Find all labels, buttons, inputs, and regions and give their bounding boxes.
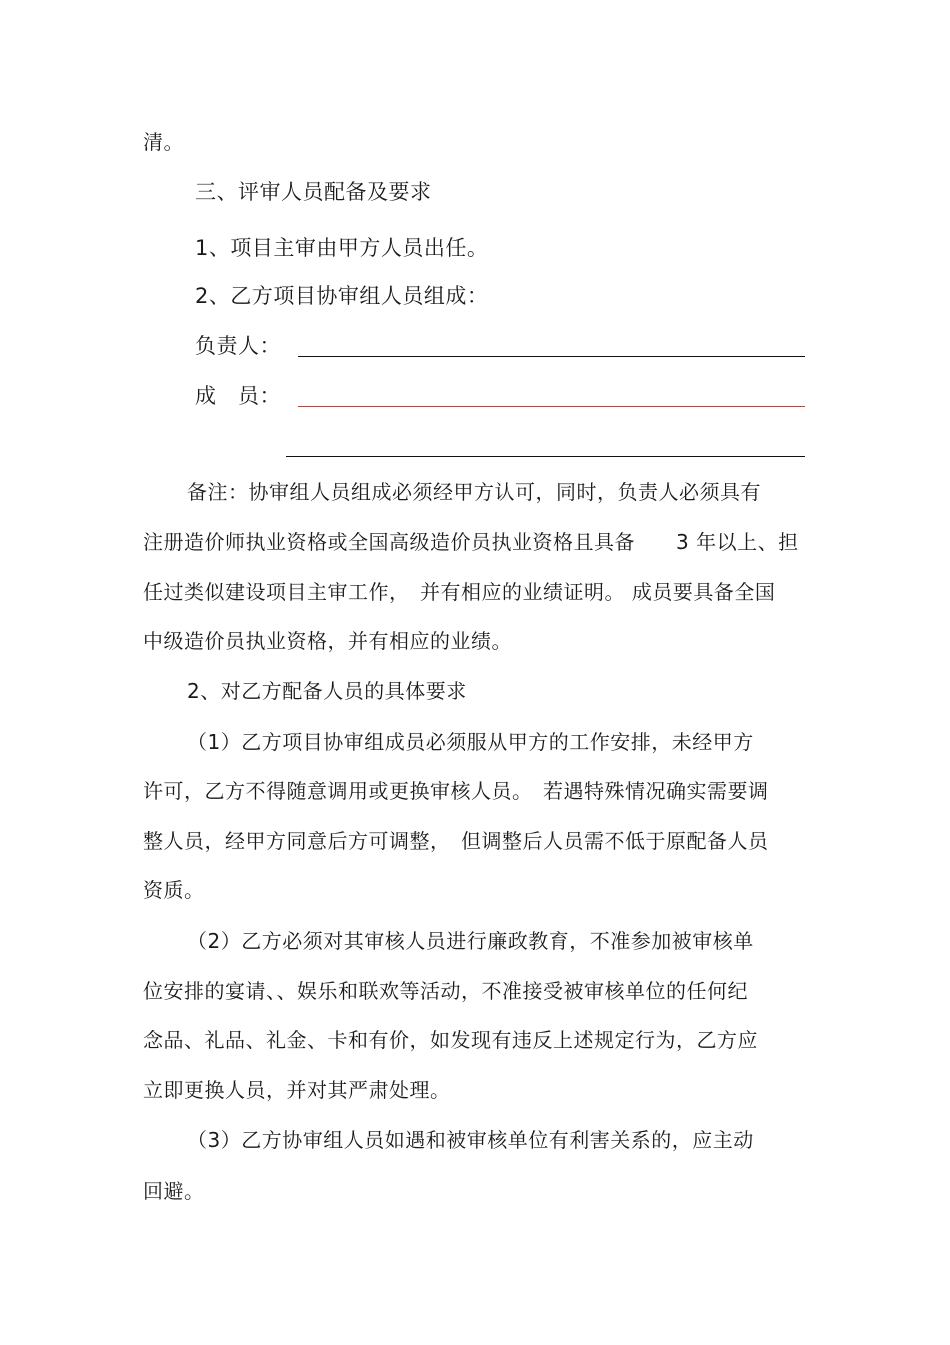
responsible-person-blank <box>298 356 805 357</box>
members-blank <box>298 406 805 407</box>
text-line: （1）乙方项目协审组成员必须服从甲方的工作安排，未经甲方 <box>187 730 754 754</box>
text-line: 注册造价师执业资格或全国高级造价员执业资格且具备 3 年以上、担 <box>143 530 799 554</box>
members-label: 成 员： <box>195 384 281 408</box>
text-line: （2）乙方必须对其审核人员进行廉政教育，不准参加被审核单 <box>187 929 754 953</box>
text-line: 资质。 <box>143 878 205 902</box>
text-line: 整人员，经甲方同意后方可调整， 但调整后人员需不低于原配备人员 <box>143 829 769 853</box>
subsection-heading: 2、对乙方配备人员的具体要求 <box>187 679 467 703</box>
text-line: 位安排的宴请、、娱乐和联欢等活动，不准接受被审核单位的任何纪 <box>143 979 748 1003</box>
text-line: 念品、礼品、礼金、卡和有价，如发现有违反上述规定行为，乙方应 <box>143 1028 758 1052</box>
text-line: 2、乙方项目协审组人员组成： <box>195 284 489 308</box>
text-line: 中级造价员执业资格，并有相应的业绩。 <box>143 629 512 653</box>
text-line: 立即更换人员，并对其严肃处理。 <box>143 1078 451 1102</box>
text-line: 任过类似建设项目主审工作， 并有相应的业绩证明。 成员要具备全国 <box>143 580 776 604</box>
text-line: 清。 <box>143 130 184 154</box>
note-line: 备注：协审组人员组成必须经甲方认可，同时，负责人必须具有 <box>187 480 761 504</box>
responsible-person-label: 负责人： <box>195 334 281 358</box>
section-heading: 三、评审人员配备及要求 <box>195 180 432 204</box>
text-line: 1、项目主审由甲方人员出任。 <box>195 236 489 260</box>
text-line: 回避。 <box>143 1179 205 1203</box>
text-line: （3）乙方协审组人员如遇和被审核单位有利害关系的，应主动 <box>187 1128 754 1152</box>
text-line: 许可，乙方不得随意调用或更换审核人员。 若遇特殊情况确实需要调 <box>143 779 769 803</box>
members-blank-extra <box>286 456 805 457</box>
